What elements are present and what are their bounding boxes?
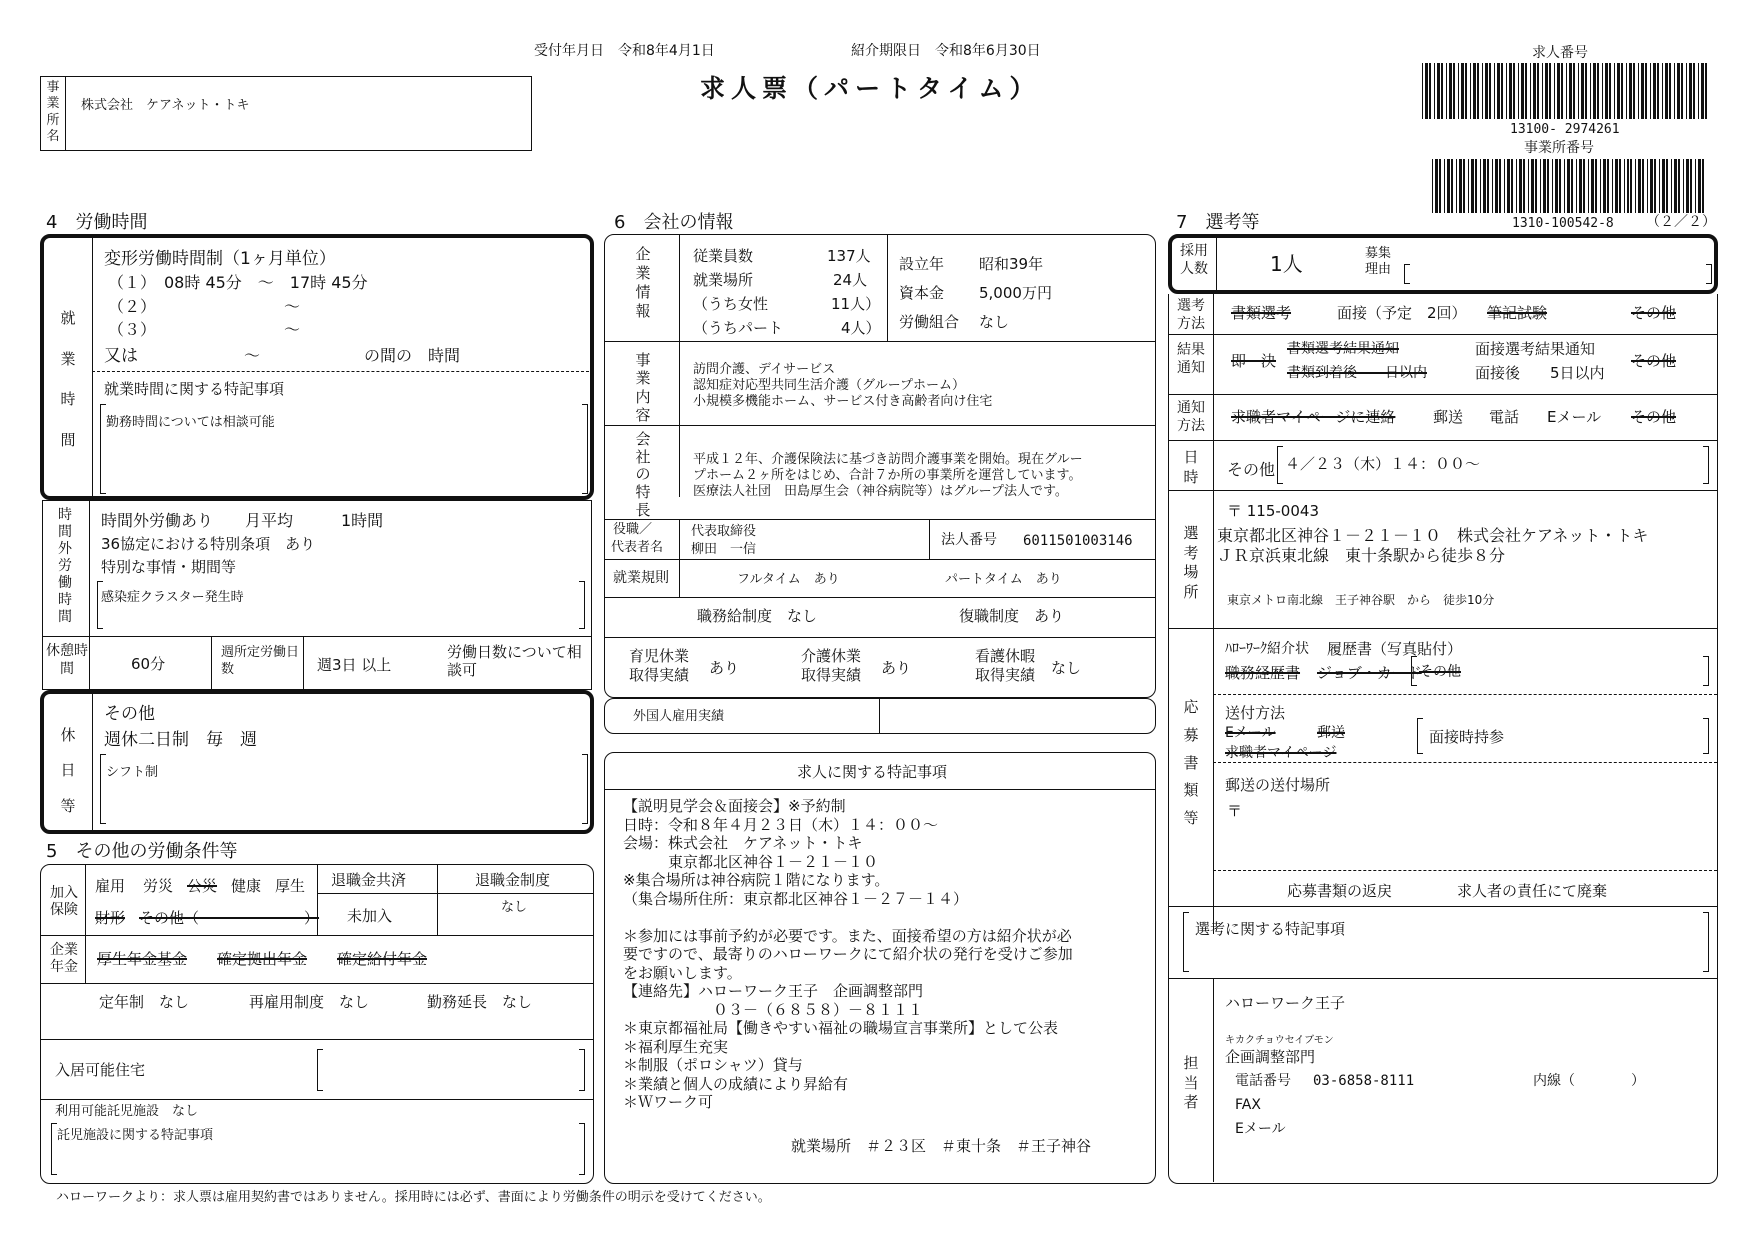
result-docs-days: 書類到着後 日以内 [1287, 365, 1427, 381]
foreign-employment-box [604, 698, 1156, 734]
job-notes-line: 会場：株式会社 ケアネット・トキ [623, 834, 863, 852]
job-notes-line: ＊福利厚生充実 [623, 1037, 729, 1056]
features-line: 平成１２年、介護保険法に基づき訪問介護事業を開始。現在グルー [693, 452, 1083, 467]
tel-extension: 内線（ ） [1533, 1073, 1645, 1089]
insurance-label: 加入保険 [50, 885, 78, 918]
housing: 入居可能住宅 [55, 1061, 146, 1079]
job-notes-line: ※集合場所は神谷病院１階になります。 [623, 871, 890, 889]
days-note: 労働日数について相談可 [447, 643, 582, 679]
retire-label: 退職金共済 [331, 871, 407, 889]
break-label: 休憩時間 [46, 643, 88, 677]
union-label: 労働組合 [899, 313, 960, 331]
job-notes-line: 【連絡先】ハローワーク王子 企画調整部門 [623, 982, 924, 1000]
rep-label-2: 代表者名 [611, 540, 664, 555]
selection-box [1168, 294, 1718, 1184]
ins-employment: 雇用 [95, 877, 126, 895]
union-value: なし [979, 313, 1010, 331]
childcare-leave-label: 育児休業取得実績 [629, 647, 690, 684]
company-label: 企業情報 [635, 245, 651, 320]
reinstate-system: 復職制度 あり [959, 607, 1065, 625]
slot-2: （２） [108, 297, 157, 316]
send-email: Eメール [1225, 725, 1276, 741]
holiday-note: シフト制 [106, 765, 159, 780]
office-name: 株式会社 ケアネット・トキ [81, 98, 250, 113]
sec6-heading: 6 会社の情報 [614, 212, 734, 233]
office-number: 1310-100542-8 [1512, 216, 1614, 231]
result-docs: 書類選考結果通知 [1287, 341, 1399, 357]
selection-notes-label: 選考に関する特記事項 [1195, 920, 1346, 938]
nursing-leave-value: なし [1051, 659, 1082, 677]
ins-asset: 財形 [95, 909, 126, 927]
foreign-employment-label: 外国人雇用実績 [633, 709, 725, 724]
job-notes-line: 要ですので、最寄りのハローワークにて紹介状の発行を受けご参加 [623, 945, 1073, 963]
company-info-box [604, 234, 1156, 698]
email-label: Eメール [1235, 1121, 1286, 1137]
retire-system-value: なし [501, 900, 528, 915]
slot-3: （３） [108, 320, 157, 339]
pension-fund: 厚生年金基金 [97, 950, 188, 968]
job-notes-line: ＊参加には事前予約が必要です。また、面接希望の方は紹介状が必 [623, 926, 1072, 945]
notice-label: 通知方法 [1177, 400, 1205, 434]
expiry-date: 紹介期限日 令和8年6月30日 [851, 43, 1041, 59]
holiday-label: 休日等 [60, 726, 76, 815]
part-value: 4人） [841, 319, 881, 337]
ins-accident: 労災 [143, 877, 174, 895]
method-other: その他 [1631, 304, 1677, 322]
full-time-rule: フルタイム あり [737, 572, 840, 587]
holiday-type: その他 [104, 704, 155, 724]
return-label: 応募書類の返戻 [1287, 882, 1393, 900]
date-other: その他 [1227, 460, 1276, 479]
founded-value: 昭和39年 [979, 255, 1044, 273]
doc-resume: 履歴書（写真貼付） [1327, 640, 1463, 658]
rep-name: 柳田 一信 [691, 542, 757, 557]
job-notes-line: 日時：令和８年４月２３日（木）１４：００～ [623, 815, 939, 834]
holiday-weekly: 週休二日制 毎 週 [104, 730, 257, 750]
features-line: プホーム２ヶ所をはじめ、合計７か所の事業所を運営しています。 [693, 468, 1082, 483]
tel-number: 03-6858-8111 [1313, 1073, 1415, 1089]
care-leave-label: 介護休業取得実績 [801, 647, 862, 684]
work-locations: 就業場所 ＃２３区 ＃東十条 ＃王子神谷 [791, 1137, 1092, 1155]
doc-career: 職務経歴書 [1225, 664, 1301, 682]
job-notes-box [604, 752, 1156, 1184]
receipt-date: 受付年月日 令和8年4月1日 [534, 43, 715, 59]
doc-referral: ﾊﾛｰﾜｰｸ紹介状 [1225, 641, 1309, 657]
job-notes-line: （集合場所住所：東京都北区神谷１－２７－１４） [623, 889, 969, 908]
job-notes-line: をお願いします。 [623, 963, 742, 982]
job-notes-line: ＊業績と個人の成績により昇給有 [623, 1074, 849, 1093]
result-label: 結果通知 [1177, 342, 1205, 376]
special-36: 36協定における特別条項 あり [101, 535, 316, 553]
office-number-label: 事業所番号 [1524, 140, 1594, 156]
send-value: 面接時持参 [1429, 728, 1505, 746]
place-address: 東京都北区神谷１－２１－１０ 株式会社ケアネット・トキ [1217, 526, 1649, 545]
overtime-box [42, 500, 592, 690]
retire-system-label: 退職金制度 [475, 871, 551, 889]
childcare: 利用可能託児施設 なし [55, 1104, 199, 1119]
send-mail: 郵送 [1317, 725, 1345, 741]
ins-public-accident: 公災 [187, 877, 218, 895]
doc-other: その他 [1419, 664, 1461, 680]
business-label: 事業内容 [635, 351, 651, 424]
office-number-barcode [1432, 159, 1707, 213]
job-notes-line: 東京都北区神谷１－２１－１０ [623, 852, 879, 871]
job-notes-line [623, 908, 1143, 927]
business-line: 認知症対応型共同生活介護（グループホーム） [693, 378, 965, 393]
childcare-leave-value: あり [709, 659, 740, 677]
mail-label: 郵送の送付場所 [1225, 776, 1331, 794]
result-immediate: 即 決 [1231, 352, 1277, 370]
part-time-rule: パートタイム あり [945, 572, 1062, 587]
job-notes [623, 797, 1143, 1112]
rehire: 再雇用制度 なし [249, 993, 370, 1011]
job-notes-line: ＊Ｗワーク可 [623, 1093, 714, 1111]
holiday-box [40, 690, 594, 834]
employees-label: 従業員数 [693, 247, 754, 265]
place-label: 選考場所 [1183, 524, 1199, 601]
employees-value: 137人 [827, 247, 871, 265]
or-label: 又は [104, 346, 138, 366]
result-interview-days: 面接後 5日以内 [1475, 364, 1605, 382]
capital-label: 資本金 [899, 284, 945, 302]
break-value: 60分 [131, 655, 166, 673]
special-label: 特別な事情・期間等 [101, 558, 237, 576]
rep-title: 代表取締役 [691, 524, 757, 539]
dept-kana: キカクチョウセイブモン [1225, 1035, 1334, 1046]
notice-email: Eメール [1547, 408, 1602, 426]
founded-label: 設立年 [899, 255, 945, 273]
rep-label: 役職／ [613, 522, 653, 537]
pension-dc: 確定拠出年金 [217, 950, 308, 968]
job-notes-title: 求人に関する特記事項 [797, 763, 948, 781]
return-value: 求人者の責任にて廃棄 [1457, 882, 1608, 900]
hire-box [1168, 234, 1718, 294]
fax-label: FAX [1235, 1097, 1261, 1113]
page-number: （２／２） [1646, 214, 1716, 230]
method-label: 選考方法 [1177, 298, 1205, 332]
care-leave-value: あり [881, 659, 912, 677]
work-notes: 勤務時間については相談可能 [106, 415, 275, 430]
result-interview: 面接選考結果通知 [1475, 340, 1596, 358]
hire-label: 採用人数 [1180, 243, 1208, 278]
office-label: 事業所名 [46, 80, 60, 144]
page-title: 求人票（パートタイム） [700, 74, 1041, 103]
method-documents: 書類選考 [1231, 304, 1292, 322]
job-number: 13100- 2974261 [1510, 122, 1620, 137]
dept-name: 企画調整部門 [1225, 1048, 1316, 1066]
hire-count: 1人 [1270, 252, 1303, 276]
send-label: 送付方法 [1225, 704, 1286, 722]
business-line: 小規模多機能ホーム、サービス付き高齢者向け住宅 [693, 394, 993, 409]
female-label: （うち女性 [693, 295, 769, 313]
other-conditions-box [40, 864, 594, 1184]
features-label: 会社の特長 [635, 430, 651, 519]
nursing-leave-label: 看護休暇取得実績 [975, 647, 1036, 684]
overtime: 時間外労働あり 月平均 1時間 [101, 511, 384, 530]
method-written: 筆記試験 [1487, 304, 1548, 322]
job-notes-line: ０３－（６８５８）－８１１１ [623, 1000, 924, 1019]
rules-label: 就業規則 [613, 570, 669, 586]
date-label: 日時 [1183, 448, 1199, 486]
business-line: 訪問介護、デイサービス [693, 362, 836, 377]
send-mypage: 求職者マイページ [1225, 745, 1337, 761]
hellowork-name: ハローワーク王子 [1225, 994, 1346, 1012]
overtime-label: 時間外労働時間 [58, 507, 72, 626]
doc-jobcard: ジョブ・カード [1317, 664, 1422, 682]
extension: 勤務延長 なし [427, 993, 533, 1011]
job-notes-line: 【説明見学会＆面接会】※予約制 [623, 797, 846, 815]
work-hours-box [40, 234, 594, 500]
pension-label: 企業年金 [50, 942, 78, 975]
sec4-heading: 4 労働時間 [46, 212, 148, 233]
place-access-2: 東京メトロ南北線 王子神谷駅 から 徒歩10分 [1227, 593, 1495, 607]
method-interview: 面接（予定 2回） [1337, 304, 1467, 322]
part-label: （うちパート [693, 319, 784, 337]
female-value: 11人） [831, 295, 881, 313]
job-number-barcode [1422, 63, 1712, 119]
contact-label: 担当者 [1183, 1054, 1199, 1111]
slot-3-sep: ～ [284, 320, 301, 339]
workplace-value: 24人 [833, 271, 868, 289]
place-zip: 〒 115-0043 [1227, 502, 1319, 520]
features-line: 医療法人社団 田島厚生会（神谷病院等）はグループ法人です。 [693, 484, 1068, 499]
docs-label: 応募書類等 [1183, 698, 1199, 827]
mail-zip: 〒 [1227, 802, 1243, 820]
or-sep: ～ [244, 346, 261, 365]
retirement-age: 定年制 なし [99, 993, 190, 1011]
corp-number: 6011501003146 [1023, 533, 1133, 549]
notice-other: その他 [1631, 408, 1677, 426]
date-value: ４／２３（木）１４：００～ [1285, 455, 1481, 473]
workplace-label: 就業場所 [693, 271, 754, 289]
job-pay-system: 職務給制度 なし [697, 607, 818, 625]
job-number-label: 求人番号 [1532, 45, 1588, 61]
sec5-heading: 5 その他の労働条件等 [46, 841, 238, 862]
work-system: 変形労働時間制（1ヶ月単位） [104, 249, 336, 269]
sec7-heading: 7 選考等 [1176, 212, 1260, 233]
job-notes-line: ＊東京都福祉局【働きやすい福祉の職場宣言事業所】として公表 [623, 1019, 1059, 1037]
pension-db: 確定給付年金 [337, 950, 428, 968]
slot-2-sep: ～ [284, 297, 301, 316]
work-notes-label: 就業時間に関する特記事項 [104, 380, 285, 398]
result-other: その他 [1631, 352, 1677, 370]
or-hours: の間の 時間 [364, 346, 461, 365]
special-circumstance: 感染症クラスター発生時 [101, 590, 244, 605]
days-value: 週3日 以上 [317, 656, 392, 674]
notice-mypage: 求職者マイページに連絡 [1231, 408, 1396, 426]
place-access: ＪＲ京浜東北線 東十条駅から徒歩８分 [1217, 546, 1506, 565]
retire-value: 未加入 [347, 907, 393, 925]
slot-1: （１） 08時 45分 ～ 17時 45分 [108, 273, 368, 292]
footer-note: ハローワークより：求人票は雇用契約書ではありません。採用時には必ず、書面により労働条件の明示を受けてください。 [56, 1190, 771, 1205]
notice-phone: 電話 [1489, 408, 1520, 426]
office-name-box [40, 76, 532, 151]
ins-pension: 厚生 [275, 877, 306, 895]
childcare-note: 託児施設に関する特記事項 [57, 1128, 214, 1143]
days-label: 週所定労働日数 [221, 645, 300, 677]
notice-mail: 郵送 [1433, 408, 1464, 426]
ins-other: その他（ ） [139, 909, 320, 927]
corp-number-label: 法人番号 [941, 532, 997, 548]
tel-label: 電話番号 [1235, 1073, 1291, 1089]
reason-label: 募集理由 [1364, 246, 1391, 278]
work-hours-label: 就業時間 [60, 309, 76, 449]
ins-health: 健康 [231, 877, 262, 895]
job-notes-line: ＊制服（ポロシャツ）貸与 [623, 1056, 803, 1074]
capital-value: 5,000万円 [979, 284, 1052, 302]
